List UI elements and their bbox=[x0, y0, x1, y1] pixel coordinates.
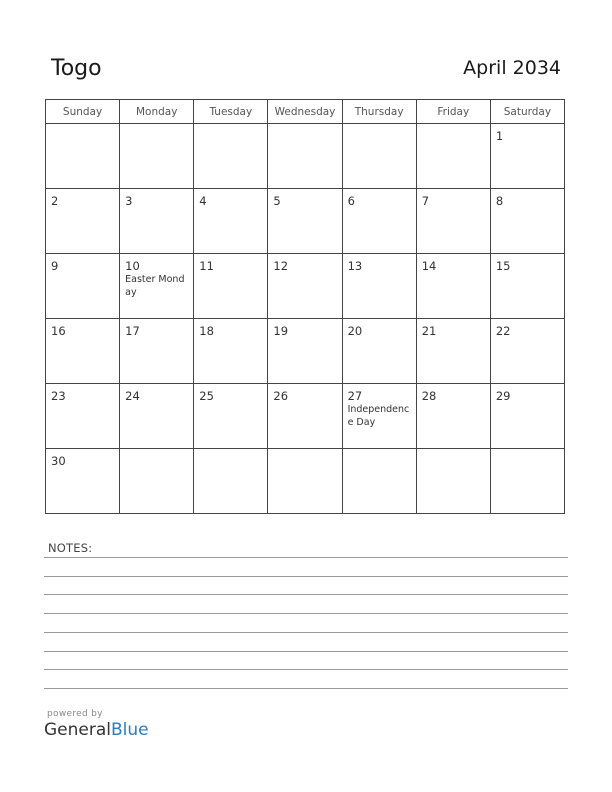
week-row bbox=[46, 254, 565, 319]
day-number: 14 bbox=[421, 259, 437, 273]
day-cell bbox=[194, 189, 268, 254]
day-cell bbox=[416, 449, 490, 514]
day-cell bbox=[268, 384, 342, 449]
day-cell bbox=[120, 319, 194, 384]
day-number: 7 bbox=[421, 194, 430, 208]
day-number: 15 bbox=[495, 259, 511, 273]
powered-by-text: powered by bbox=[47, 709, 103, 719]
day-cell bbox=[194, 124, 268, 189]
day-cell bbox=[120, 384, 194, 449]
notes-label: NOTES: bbox=[48, 541, 93, 555]
day-cell bbox=[46, 319, 120, 384]
day-number: 3 bbox=[125, 194, 133, 208]
day-cell bbox=[490, 254, 564, 319]
holiday-label: Easter Monday bbox=[125, 274, 185, 298]
day-cell bbox=[46, 189, 120, 254]
day-number: 23 bbox=[51, 389, 66, 403]
calendar-body bbox=[46, 124, 565, 514]
day-cell bbox=[194, 384, 268, 449]
day-cell bbox=[120, 124, 194, 189]
day-number: 29 bbox=[495, 389, 511, 403]
day-cell bbox=[120, 449, 194, 514]
day-cell bbox=[194, 254, 268, 319]
week-row bbox=[46, 189, 565, 254]
day-cell bbox=[416, 254, 490, 319]
day-number: 19 bbox=[273, 324, 289, 338]
weekday-header: Sunday bbox=[46, 100, 120, 124]
day-cell bbox=[490, 384, 564, 449]
note-line bbox=[44, 557, 568, 558]
week-row bbox=[46, 124, 565, 189]
day-cell bbox=[120, 189, 194, 254]
day-cell bbox=[490, 449, 564, 514]
weekday-header: Tuesday bbox=[194, 100, 268, 124]
day-number: 18 bbox=[199, 324, 214, 338]
day-number: 16 bbox=[51, 324, 66, 338]
note-line bbox=[44, 669, 568, 670]
day-cell bbox=[194, 449, 268, 514]
day-number: 5 bbox=[273, 194, 281, 208]
week-row bbox=[46, 449, 565, 514]
day-cell bbox=[416, 319, 490, 384]
note-line bbox=[44, 632, 568, 633]
day-number: 17 bbox=[125, 324, 140, 338]
day-cell bbox=[268, 449, 342, 514]
day-cell bbox=[342, 254, 416, 319]
day-cell bbox=[46, 384, 120, 449]
day-cell bbox=[120, 254, 194, 319]
day-number: 2 bbox=[51, 194, 59, 208]
day-number: 26 bbox=[273, 389, 289, 403]
day-number: 9 bbox=[51, 259, 59, 273]
country-title: Togo bbox=[51, 56, 102, 81]
day-cell bbox=[268, 319, 342, 384]
day-cell bbox=[268, 254, 342, 319]
day-cell bbox=[416, 124, 490, 189]
note-line bbox=[44, 651, 568, 652]
day-number: 1 bbox=[495, 129, 504, 143]
month-year-title: April 2034 bbox=[463, 57, 561, 79]
calendar-grid bbox=[45, 99, 565, 514]
day-cell bbox=[342, 319, 416, 384]
day-number: 30 bbox=[51, 454, 66, 468]
day-number: 12 bbox=[273, 259, 289, 273]
weekday-header-row bbox=[46, 100, 565, 124]
day-cell bbox=[416, 189, 490, 254]
week-row bbox=[46, 384, 565, 449]
weekday-header: Saturday bbox=[490, 100, 564, 124]
day-cell bbox=[268, 124, 342, 189]
day-cell bbox=[490, 124, 564, 189]
day-number: 21 bbox=[421, 324, 437, 338]
day-cell bbox=[342, 189, 416, 254]
note-line bbox=[44, 594, 568, 595]
day-cell bbox=[342, 449, 416, 514]
weekday-header: Wednesday bbox=[268, 100, 342, 124]
day-cell bbox=[46, 124, 120, 189]
weekday-header: Friday bbox=[416, 100, 490, 124]
brand-general-text: General bbox=[44, 720, 111, 740]
weekday-header: Thursday bbox=[342, 100, 416, 124]
day-cell bbox=[268, 189, 342, 254]
week-row bbox=[46, 319, 565, 384]
day-number: 28 bbox=[421, 389, 437, 403]
brand-blue-text: Blue bbox=[111, 720, 149, 740]
day-number: 11 bbox=[199, 259, 214, 273]
weekday-header: Monday bbox=[120, 100, 194, 124]
day-cell bbox=[194, 319, 268, 384]
day-cell bbox=[342, 124, 416, 189]
day-number: 25 bbox=[199, 389, 214, 403]
day-cell bbox=[46, 449, 120, 514]
day-number: 10 bbox=[125, 259, 140, 273]
day-number: 22 bbox=[495, 324, 511, 338]
holiday-label: Independence Day bbox=[347, 404, 410, 428]
day-cell bbox=[342, 384, 416, 449]
day-number: 27 bbox=[347, 389, 363, 403]
note-line bbox=[44, 576, 568, 577]
note-line bbox=[44, 688, 568, 689]
day-number: 8 bbox=[495, 194, 504, 208]
day-cell bbox=[416, 384, 490, 449]
brand-logo[interactable] bbox=[44, 720, 149, 740]
day-cell bbox=[46, 254, 120, 319]
day-number: 4 bbox=[199, 194, 207, 208]
day-number: 13 bbox=[347, 259, 363, 273]
day-cell bbox=[490, 319, 564, 384]
day-cell bbox=[490, 189, 564, 254]
note-line bbox=[44, 613, 568, 614]
day-number: 6 bbox=[347, 194, 355, 208]
day-number: 20 bbox=[347, 324, 363, 338]
day-number: 24 bbox=[125, 389, 140, 403]
